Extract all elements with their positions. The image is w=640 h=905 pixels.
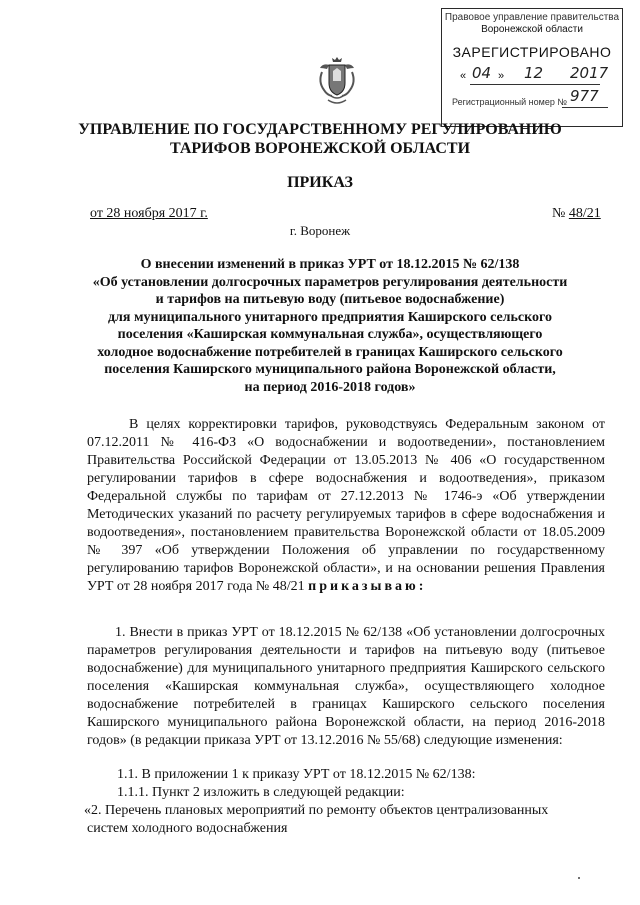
subject-line: и тарифов на питьевую воду (питьевое водоснабжение) [155, 292, 505, 307]
stamp-date-year: 2017 [570, 64, 609, 82]
subject-line: холодное водоснабжение потребителей в границах Каширского сельского [97, 344, 563, 360]
stamp-reg-number: 977 [570, 87, 599, 105]
order-city: г. Воронеж [289, 223, 351, 238]
order-date: от 28 ноября 2017 г. [90, 206, 208, 221]
quote-line-1: «2. Перечень плановых мероприятий по ремонту объектов централизованных [84, 803, 549, 818]
order-number-prefix: № [552, 206, 566, 221]
stamp-registered: ЗАРЕГИСТРИРОВАНО [452, 44, 612, 60]
item-1-text: 1. Внести в приказ УРТ от 18.12.2015 № 62/138 «Об установлении долгосрочных параметров регулирования деятельности и тарифов на питьевую воду (питьевое водоснабжение) для муниципального унитарного предприятия Каширского сельского поселения «Каширская коммунальная служба», осуществляющего холодное водоснабжение потребителей в границах Каширского сельского поселения Каширского муниципального района Воронежской области, на период 2016-2018 годов» (в редакции приказа УРТ от 13.12.2016 № 55/68) следующие изменения: [87, 625, 605, 748]
document-type: ПРИКАЗ [287, 174, 353, 191]
crown-icon [332, 57, 342, 62]
subject-line: О внесении изменений в приказ УРТ от 18.12.2015 № 62/138 [140, 257, 520, 272]
stamp-org-line2: Воронежской области [481, 24, 583, 35]
subject-line: «Об установлении долгосрочных параметров регулирования деятельности [92, 274, 568, 290]
stamp-date-day: 04 [472, 64, 492, 82]
quote-line-2: систем холодного водоснабжения [87, 821, 288, 836]
stamp-date-month: 12 [524, 64, 544, 82]
item-1-paragraph [87, 624, 605, 750]
org-name-line1: УПРАВЛЕНИЕ ПО ГОСУДАРСТВЕННОМУ РЕГУЛИРОВАНИЮ [78, 121, 562, 138]
item-1-1-1: 1.1.1. Пункт 2 изложить в следующей редакции: [117, 785, 405, 800]
stamp-reg-number-line [442, 87, 622, 110]
preamble-paragraph [87, 416, 605, 596]
subject-line: поселения Каширского муниципального района Воронежской области, [104, 362, 556, 377]
subject-line: для муниципального унитарного предприятия Каширского сельского [107, 309, 553, 325]
subject-line: на период 2016-2018 годов» [244, 379, 416, 395]
order-subject [60, 256, 600, 396]
order-number-value: 48/21 [568, 206, 601, 221]
preamble-text: В целях корректировки тарифов, руководствуясь Федеральным законом от 07.12.2011 № 416-ФЗ «О водоснабжении и водоотведении», постановлением Правительства Российской Федерации от 13.05.2013 № 406 «О государственном регулировании тарифов в сфере водоснабжения и водоотведения», приказом Федеральной службы по тарифам от 27.12.2013 № 1746-э «Об утверждении Методических указаний по расчету регулируемых тарифов в сфере водоснабжения и водоотведения», постановлением правительства Воронежской области от 18.05.2009 № 397 «Об утверждении Положения об управлении по государственному регулированию тарифов Воронежской области», и на основании решения Правления УРТ от 28 ноября 2017 года № 48/21 [87, 417, 605, 594]
stamp-date-line: « 04 » 12 2017 [442, 70, 622, 86]
registration-stamp [441, 8, 623, 127]
order-word: приказываю: [308, 579, 427, 594]
coat-of-arms-emblem [316, 54, 358, 108]
stamp-org-line1: Правовое управление правительства [444, 12, 620, 23]
org-name-line2: ТАРИФОВ ВОРОНЕЖСКОЙ ОБЛАСТИ [169, 140, 471, 157]
order-number [552, 206, 601, 222]
stamp-reg-label: Регистрационный номер № [452, 97, 568, 107]
item-1-1: 1.1. В приложении 1 к приказу УРТ от 18.12.2015 № 62/138: [117, 767, 476, 782]
page-mark [578, 877, 580, 879]
subject-line: поселения «Каширская коммунальная служба», осуществляющего [117, 327, 543, 342]
